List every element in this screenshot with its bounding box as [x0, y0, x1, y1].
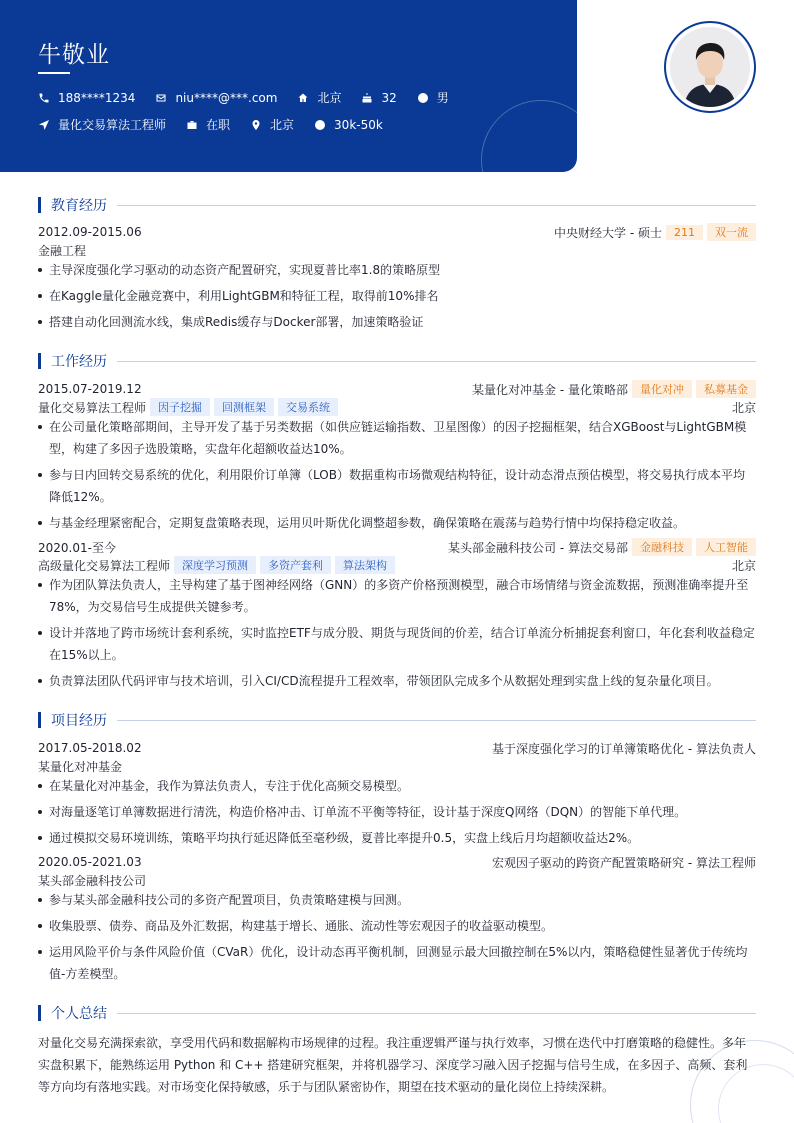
location-icon: [250, 119, 262, 131]
target-role-item: [38, 116, 166, 133]
section-divider: [117, 720, 756, 721]
phone-item: [38, 91, 135, 105]
work-bullet: 作为团队算法负责人，主导构建了基于图神经网络（GNN）的多资产价格预测模型，融合市场情绪与资金流数据，预测准确率提升至78%，为交易信号生成提供关键参考。: [38, 574, 756, 618]
section-title-text: 教育经历: [51, 198, 107, 214]
project-org: 某头部金融科技公司: [38, 873, 147, 888]
education-head: [38, 223, 756, 241]
section-divider: [117, 361, 756, 362]
age-item: [361, 91, 396, 105]
target-city-item: [250, 116, 294, 133]
project-bullet: 收集股票、债券、商品及外汇数据，构建基于增长、通胀、流动性等宏观因子的收益驱动模型。: [38, 915, 756, 937]
education-bullet: 在Kaggle量化金融竞赛中，利用LightGBM和特征工程，取得前10%排名: [38, 285, 756, 307]
status-item: [186, 116, 230, 133]
work-bullet: 参与日内回转交易系统的优化，利用限价订单簿（LOB）数据重构市场微观结构特征，设计动态滑点预估模型，将交易执行成本平均降低12%。: [38, 464, 756, 508]
job-intent-row: [38, 116, 403, 133]
phone-text: 188****1234: [58, 90, 136, 105]
section-marker: [38, 1005, 41, 1021]
project-title: 宏观因子驱动的跨资产配置策略研究 - 算法工程师: [492, 855, 756, 870]
education-major-row: [38, 241, 756, 259]
project-bullet: 在某量化对冲基金，我作为算法负责人，专注于优化高频交易模型。: [38, 775, 756, 797]
work-location: 北京: [731, 558, 756, 573]
company-tag: 量化对冲: [632, 380, 692, 398]
work-bullet: 负责算法团队代码评审与技术培训，引入CI/CD流程提升工程效率，带领团队完成多个从数据处理到实盘上线的复杂量化项目。: [38, 670, 756, 692]
project-date: 2017.05-2018.02: [38, 741, 142, 755]
summary-text: 对量化交易充满探索欲，享受用代码和数据解构市场规律的过程。我注重逻辑严谨与执行效率，习惯在迭代中打磨策略的稳健性。多年实盘积累下，能熟练运用 Python 和 C++ 搭建研究框架，并将机器学习、深度学习融入因子挖掘与信号生成，在多因子、高频、套利等方向均有落地实践。对市场变化保持敏感，乐于与团队紧密协作，期望在技术驱动的量化岗位上持续深耕。: [38, 1036, 748, 1094]
work-bullet: 在公司量化策略部期间，主导开发了基于另类数据（如供应链运输指数、卫星图像）的因子挖掘框架，结合XGBoost与LightGBM模型，构建了多因子选股策略，实盘年化超额收益达10%。: [38, 416, 756, 460]
gender-text: 男: [436, 91, 449, 105]
section-title-text: 项目经历: [51, 713, 107, 729]
section-title-text: 个人总结: [51, 1006, 107, 1022]
email-item: [155, 91, 277, 105]
skill-tag: 多资产套利: [260, 556, 331, 574]
gender-item: [417, 89, 449, 106]
work-role-row: [38, 398, 756, 416]
target-city-text: 北京: [270, 118, 295, 132]
work-company: 某头部金融科技公司 - 算法交易部: [448, 540, 628, 555]
briefcase-icon: [186, 119, 198, 131]
section-marker: [38, 353, 41, 369]
skill-tag: 交易系统: [278, 398, 338, 416]
decorative-circle: [481, 100, 577, 172]
skill-tag: 回测框架: [214, 398, 274, 416]
target-role-text: 量化交易算法工程师: [58, 118, 167, 132]
company-tag: 人工智能: [696, 538, 756, 556]
project-head: [38, 853, 756, 871]
section-summary: [38, 1004, 756, 1022]
work-head: [38, 380, 756, 398]
skill-tag: 深度学习预测: [174, 556, 256, 574]
name-underline: [38, 72, 70, 74]
city-item: [297, 89, 341, 106]
work-date: 2020.01-至今: [38, 540, 116, 555]
project-head: [38, 739, 756, 757]
salary-item: [314, 118, 383, 132]
skill-tag: 因子挖掘: [150, 398, 210, 416]
project-title: 基于深度强化学习的订单簿策略优化 - 算法负责人: [492, 741, 756, 756]
work-head: [38, 538, 756, 556]
work-role-row: [38, 556, 756, 574]
section-marker: [38, 712, 41, 728]
mail-icon: [155, 92, 167, 104]
cake-icon: [361, 92, 373, 104]
section-project: [38, 711, 756, 729]
education-school: 中央财经大学 - 硕士: [554, 225, 662, 240]
education-tag: 211: [666, 225, 703, 240]
status-text: 在职: [206, 118, 231, 132]
work-company: 某量化对冲基金 - 量化策略部: [472, 382, 628, 397]
city-text: 北京: [317, 91, 342, 105]
avatar-photo: [670, 27, 750, 107]
company-tag: 私募基金: [696, 380, 756, 398]
candidate-name: 牛敬业: [38, 42, 110, 68]
work-role: 量化交易算法工程师: [38, 400, 147, 415]
gender-icon: [417, 92, 429, 104]
project-bullet: 对海量逐笔订单簿数据进行清洗，构造价格冲击、订单流不平衡等特征，设计基于深度Q网络（DQN）的智能下单代理。: [38, 801, 756, 823]
section-marker: [38, 197, 41, 213]
work-role: 高级量化交易算法工程师: [38, 558, 171, 573]
section-education: [38, 196, 756, 214]
phone-icon: [38, 92, 50, 104]
project-org-row: [38, 757, 756, 775]
work-location: 北京: [731, 400, 756, 415]
salary-text: 30k-50k: [334, 117, 383, 132]
section-divider: [117, 205, 756, 206]
section-work: [38, 352, 756, 370]
contact-row: [38, 89, 469, 106]
section-title-text: 工作经历: [51, 354, 107, 370]
work-date: 2015.07-2019.12: [38, 382, 142, 396]
project-bullet: 参与某头部金融科技公司的多资产配置项目，负责策略建模与回测。: [38, 889, 756, 911]
home-icon: [297, 92, 309, 104]
section-divider: [117, 1013, 756, 1014]
education-major: 金融工程: [38, 243, 87, 258]
work-bullet: 与基金经理紧密配合，定期复盘策略表现，运用贝叶斯优化调整超参数，确保策略在震荡与趋势行情中均保持稳定收益。: [38, 512, 756, 534]
work-bullet: 设计并落地了跨市场统计套利系统，实时监控ETF与成分股、期货与现货间的价差，结合订单流分析捕捉套利窗口，年化套利收益稳定在15%以上。: [38, 622, 756, 666]
send-icon: [38, 119, 50, 131]
education-date: 2012.09-2015.06: [38, 225, 142, 239]
education-bullet: 主导深度强化学习驱动的动态资产配置研究，实现夏普比率1.8的策略原型: [38, 259, 756, 281]
age-text: 32: [381, 90, 397, 105]
email-text: niu****@***.com: [175, 90, 278, 105]
project-org: 某量化对冲基金: [38, 759, 123, 774]
company-tag: 金融科技: [632, 538, 692, 556]
skill-tag: 算法架构: [335, 556, 395, 574]
project-bullet: 通过模拟交易环境训练，策略平均执行延迟降低至毫秒级，夏普比率提升0.5，实盘上线后月均超额收益达2%。: [38, 827, 756, 849]
project-org-row: [38, 871, 756, 889]
money-icon: [314, 119, 326, 131]
avatar: [664, 21, 756, 113]
education-tag: 双一流: [707, 223, 756, 241]
header-banner: [0, 0, 577, 172]
project-bullet: 运用风险平价与条件风险价值（CVaR）优化，设计动态再平衡机制，回测显示最大回撤控制在5%以内，策略稳健性显著优于传统均值-方差模型。: [38, 941, 756, 985]
project-date: 2020.05-2021.03: [38, 855, 142, 869]
education-bullet: 搭建自动化回测流水线，集成Redis缓存与Docker部署，加速策略验证: [38, 311, 756, 333]
